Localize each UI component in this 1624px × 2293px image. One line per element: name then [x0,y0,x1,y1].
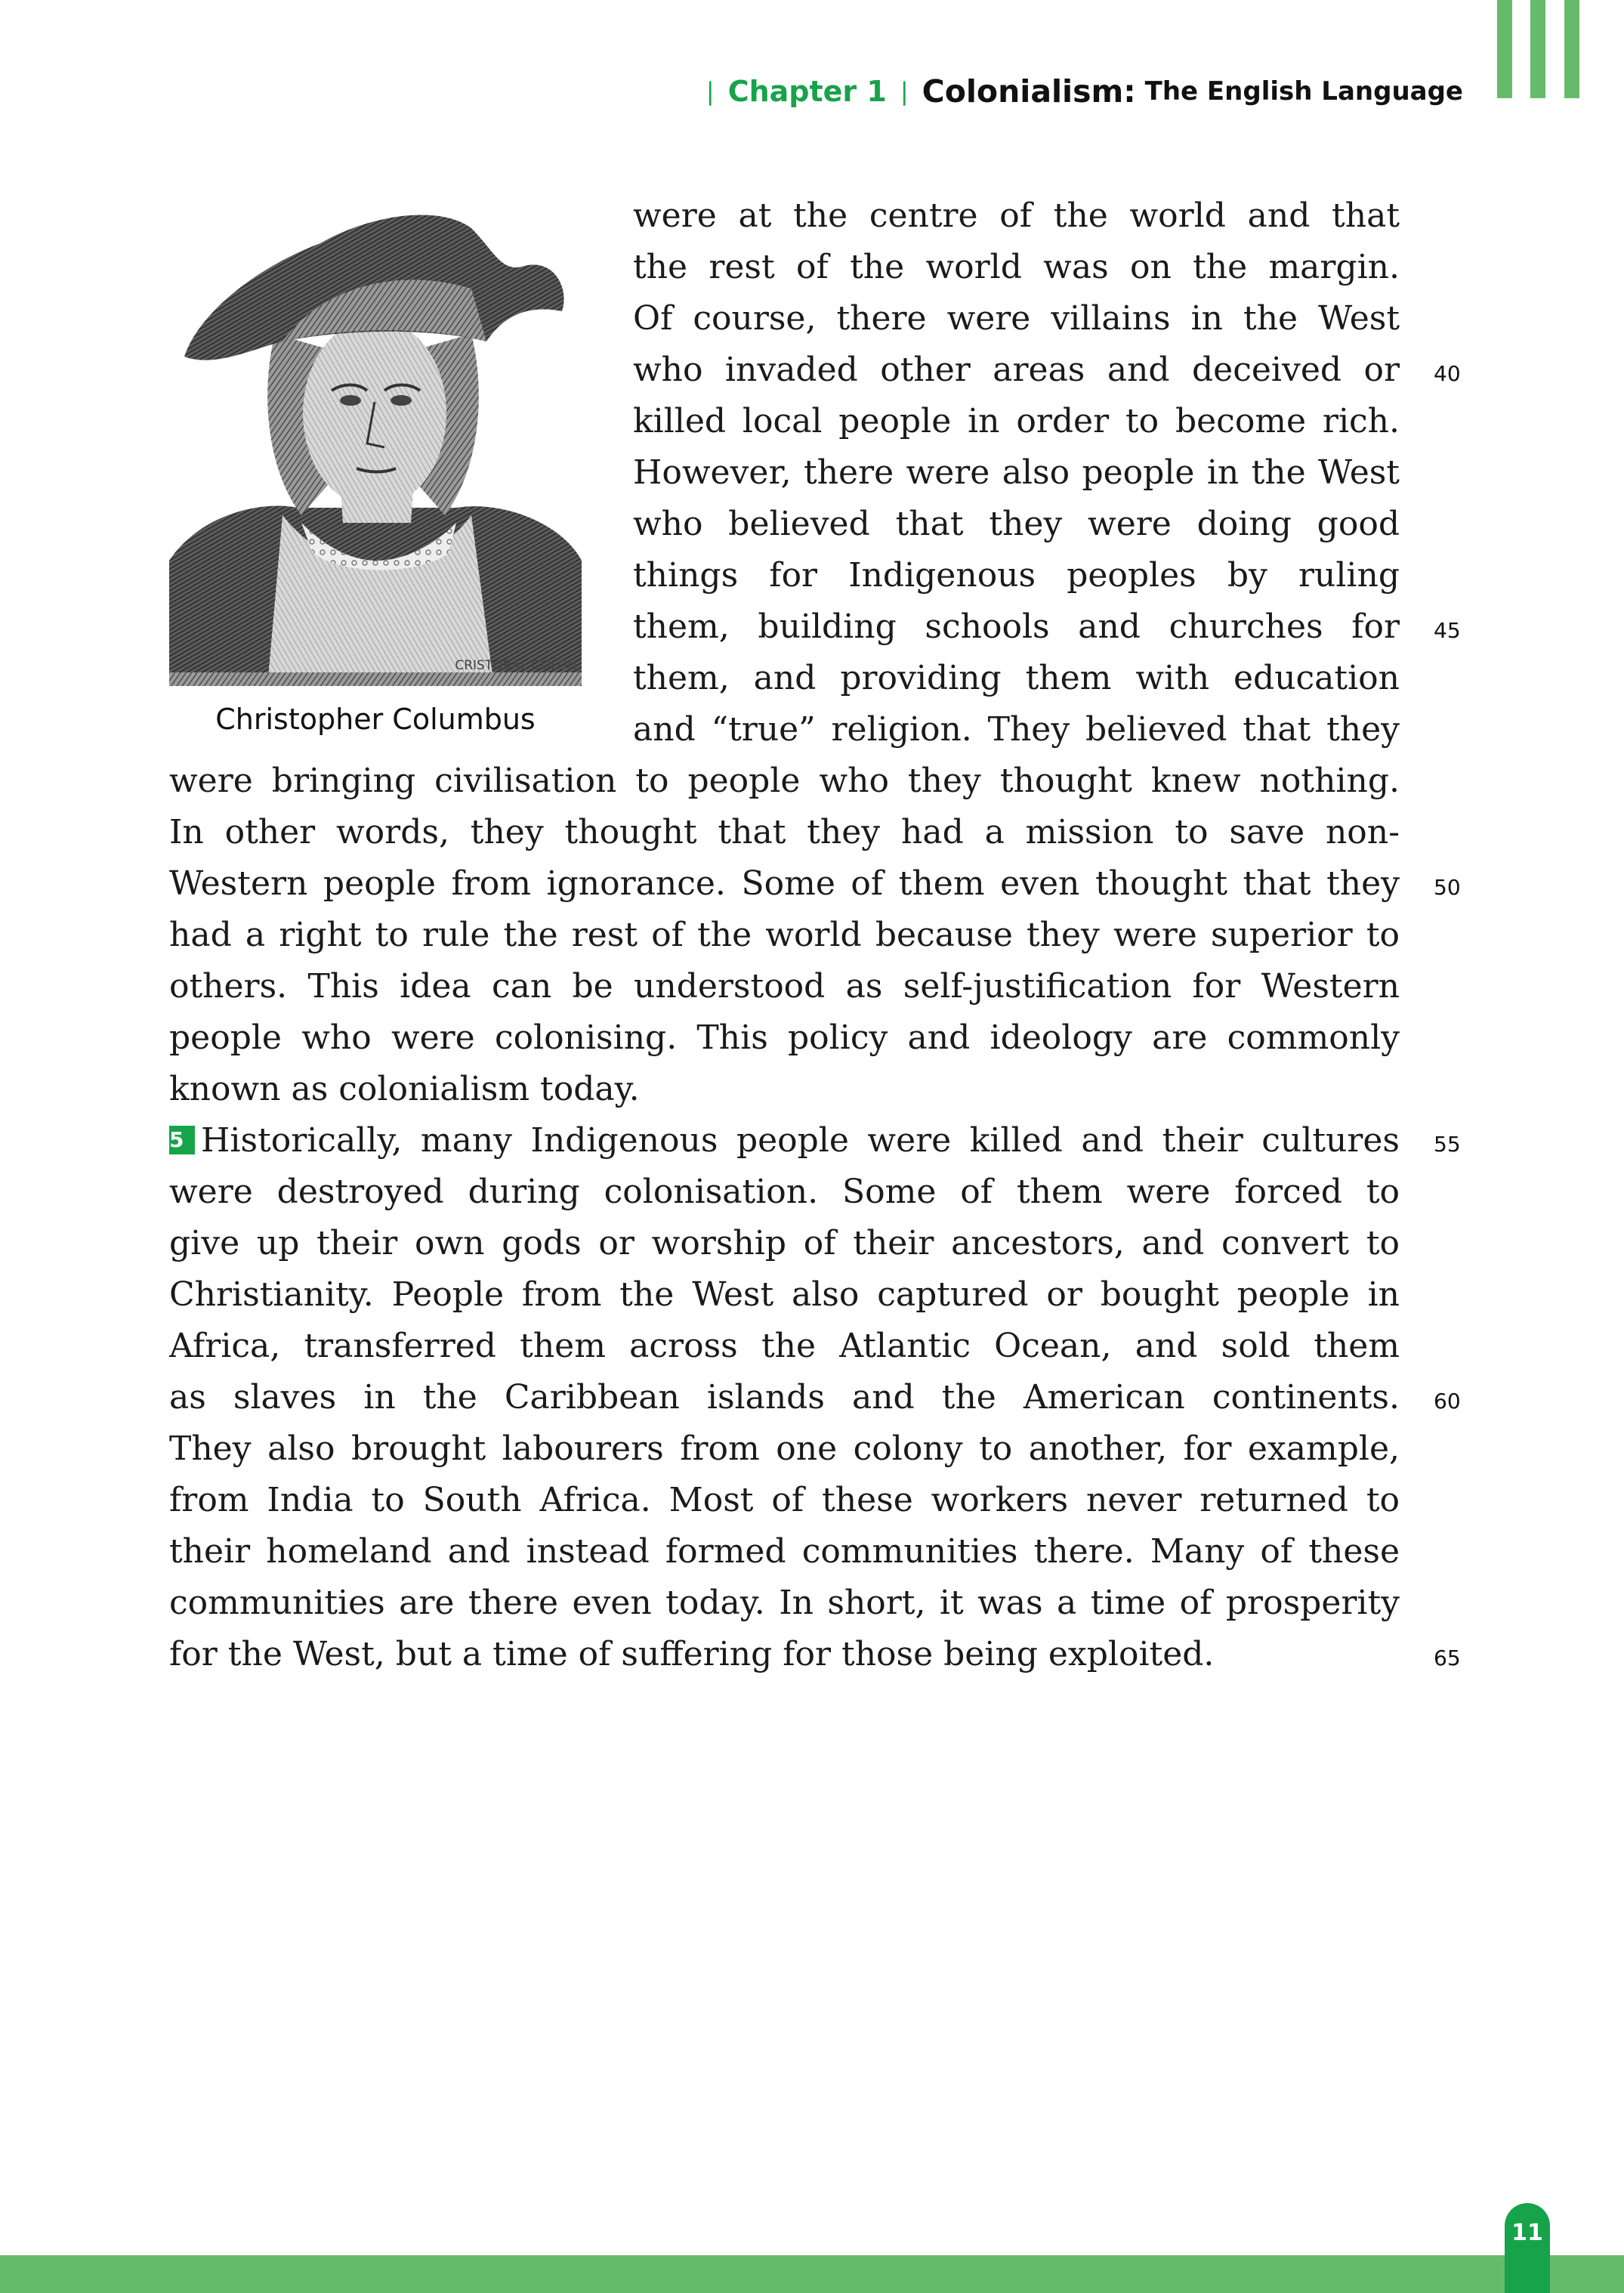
text-line: people who were colonising. This policy and ideology are commonly [169,1018,1400,1057]
paragraph-number-badge: 5 [169,1126,195,1154]
footer-band [0,2255,1624,2293]
line-number: 40 [1434,361,1461,386]
text-line: Western people from ignorance. Some of them even thought that they [169,864,1400,903]
header-separator: | [705,77,715,106]
text-line: as slaves in the Caribbean islands and the American continents. [169,1378,1400,1417]
text-line: who invaded other areas and deceived or [633,351,1400,389]
columbus-portrait [169,198,582,686]
line-number: 55 [1434,1132,1461,1157]
figure-caption: Christopher Columbus [215,703,536,736]
line-number: 50 [1434,875,1461,900]
text-line: were at the centre of the world and that [633,196,1400,235]
text-line: their homeland and instead formed communities there. Many of these [169,1532,1400,1571]
text-line: communities are there even today. In short, it was a time of prosperity [169,1584,1400,1622]
text-line: from India to South Africa. Most of these workers never returned to [169,1481,1400,1519]
text-line: give up their own gods or worship of their ancestors, and convert to [169,1224,1400,1262]
text-line: were bringing civilisation to people who they thought knew nothing. [169,762,1400,800]
text-line: them, building schools and churches for [633,607,1400,646]
line-number: 60 [1434,1389,1461,1414]
line-number: 45 [1434,618,1461,643]
text-line: had a right to rule the rest of the world because they were superior to [169,916,1400,954]
page-number: 11 [1505,2203,1550,2293]
header-separator: | [900,77,909,106]
chapter-title: Colonialism: [922,73,1136,110]
banknote-inscription: CRISTOBAL COLON [455,658,577,673]
decorative-bar-1 [1497,0,1512,98]
text-line: them, and providing them with education [633,659,1400,697]
paragraph-start-line [169,1115,1400,1167]
text-line: In other words, they thought that they had a mission to save non- [169,813,1400,851]
text-line: Christianity. People from the West also captured or bought people in [169,1275,1400,1314]
text-line: others. This idea can be understood as self-justification for Western [169,967,1400,1006]
text-line: things for Indigenous peoples by ruling [633,556,1400,595]
text-line: for the West, but a time of suffering for those being exploited. [169,1635,1215,1673]
text-line: the rest of the world was on the margin. [633,248,1400,286]
text-line: They also brought labourers from one colony to another, for example, [169,1429,1400,1468]
text-line: and “true” religion. They believed that they [633,710,1400,749]
chapter-subtitle: The English Language [1144,76,1463,107]
text-line-content: Historically, many Indigenous people were killed and their cultures [201,1121,1400,1160]
decorative-bar-3 [1564,0,1579,98]
decorative-bar-2 [1530,0,1545,98]
text-line: who believed that they were doing good [633,505,1400,543]
chapter-label: Chapter 1 [727,75,887,108]
text-line: killed local people in order to become rich. [633,402,1400,440]
text-line: Africa, transferred them across the Atlantic Ocean, and sold them [169,1327,1400,1365]
text-line: Of course, there were villains in the West [633,299,1400,338]
running-header [693,70,1463,113]
text-line: were destroyed during colonisation. Some of them were forced to [169,1173,1400,1211]
text-line: However, there were also people in the West [633,453,1400,492]
text-line: known as colonialism today. [169,1070,640,1108]
line-number: 65 [1434,1646,1461,1670]
